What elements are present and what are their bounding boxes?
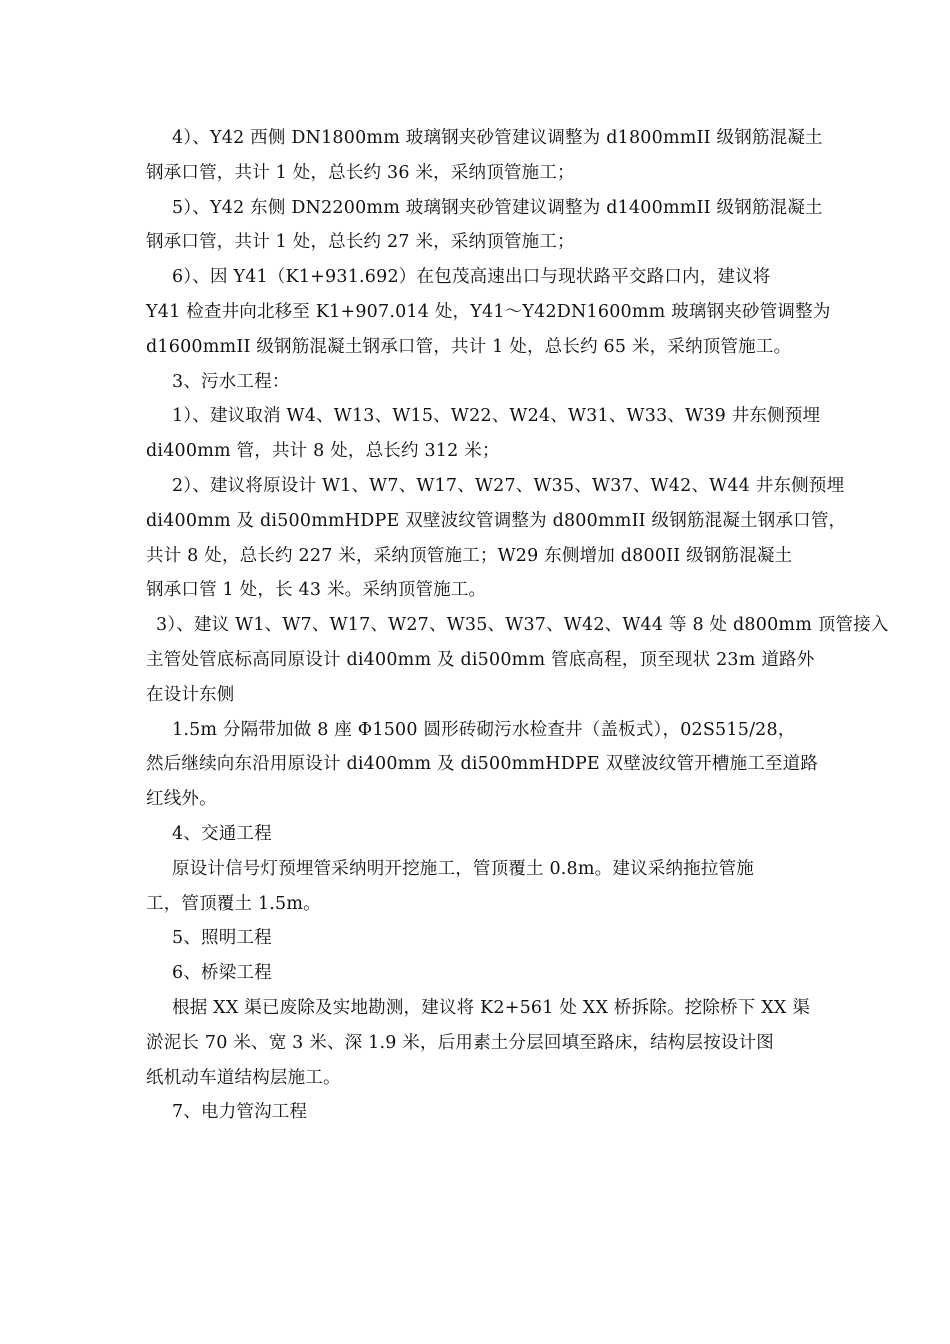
paragraph-line: di400mm 管，共计 8 处，总长约 312 米； — [146, 441, 500, 462]
paragraph-line: 在设计东侧 — [146, 684, 235, 705]
paragraph-line: 钢承口管 1 处，长 43 米。采纳顶管施工。 — [146, 580, 487, 601]
section-heading: 7、电力管沟工程 — [172, 1102, 308, 1123]
paragraph-line: 主管处管底标高同原设计 di400mm 及 di500mm 管底高程，顶至现状 23m 道路外 — [146, 649, 815, 670]
paragraph-line: 原设计信号灯预埋管采纳明开挖施工，管顶覆土 0.8m。建议采纳拖拉管施 — [172, 858, 754, 879]
paragraph-line: 4）、Y42 西侧 DN1800mm 玻璃钢夹砂管建议调整为 d1800mmII 级钢筋混凝土 — [172, 128, 823, 148]
paragraph-line: 6）、因 Y41（K1+931.692）在包茂高速出口与现状路平交路口内，建议将 — [172, 267, 771, 288]
paragraph-line: di400mm 及 di500mmHDPE 双壁波纹管调整为 d800mmII 级钢筋混凝土钢承口管， — [146, 510, 847, 531]
paragraph-line: d1600mmII 级钢筋混凝土钢承口管，共计 1 处，总长约 65 米，采纳顶管施工。 — [146, 336, 792, 357]
paragraph-line: 根据 XX 渠已废除及实地勘测，建议将 K2+561 处 XX 桥拆除。挖除桥下 XX 渠 — [172, 997, 811, 1018]
section-heading: 6、桥梁工程 — [172, 963, 272, 984]
paragraph-line: 1）、建议取消 W4、W13、W15、W22、W24、W31、W33、W39 井东侧预埋 — [172, 406, 821, 427]
paragraph-line: 共计 8 处，总长约 227 米，采纳顶管施工；W29 东侧增加 d800II 级钢筋混凝土 — [146, 545, 793, 566]
paragraph-line: 钢承口管，共计 1 处，总长约 27 米，采纳顶管施工； — [146, 232, 575, 253]
section-heading: 5、照明工程 — [172, 928, 272, 949]
paragraph-line: 3）、建议 W1、W7、W17、W27、W35、W37、W42、W44 等 8 处 d800mm 顶管接入 — [156, 615, 889, 636]
paragraph-line: 淤泥长 70 米、宽 3 米、深 1.9 米，后用素土分层回填至路床，结构层按设计图 — [146, 1032, 775, 1053]
paragraph-line: 纸机动车道结构层施工。 — [146, 1067, 341, 1088]
section-heading: 3、污水工程： — [172, 371, 290, 392]
paragraph-line: 5）、Y42 东侧 DN2200mm 玻璃钢夹砂管建议调整为 d1400mmII 级钢筋混凝土 — [172, 197, 823, 218]
paragraph-line: 工，管顶覆土 1.5m。 — [146, 893, 321, 914]
paragraph-line: 钢承口管，共计 1 处，总长约 36 米，采纳顶管施工； — [146, 162, 575, 183]
section-heading: 4、交通工程 — [172, 823, 272, 844]
document-body — [146, 121, 889, 1130]
paragraph-line: 然后继续向东沿用原设计 di400mm 及 di500mmHDPE 双壁波纹管开槽施工至道路 — [146, 754, 819, 775]
paragraph-line: 2）、建议将原设计 W1、W7、W17、W27、W35、W37、W42、W44 井东侧预埋 — [172, 475, 845, 496]
paragraph-line: 红线外。 — [146, 789, 217, 810]
paragraph-line: Y41 检查井向北移至 K1+907.014 处，Y41～Y42DN1600mm 玻璃钢夹砂管调整为 — [146, 301, 831, 322]
paragraph-line: 1.5m 分隔带加做 8 座 Φ1500 圆形砖砌污水检查井（盖板式），02S515/28， — [172, 719, 796, 740]
